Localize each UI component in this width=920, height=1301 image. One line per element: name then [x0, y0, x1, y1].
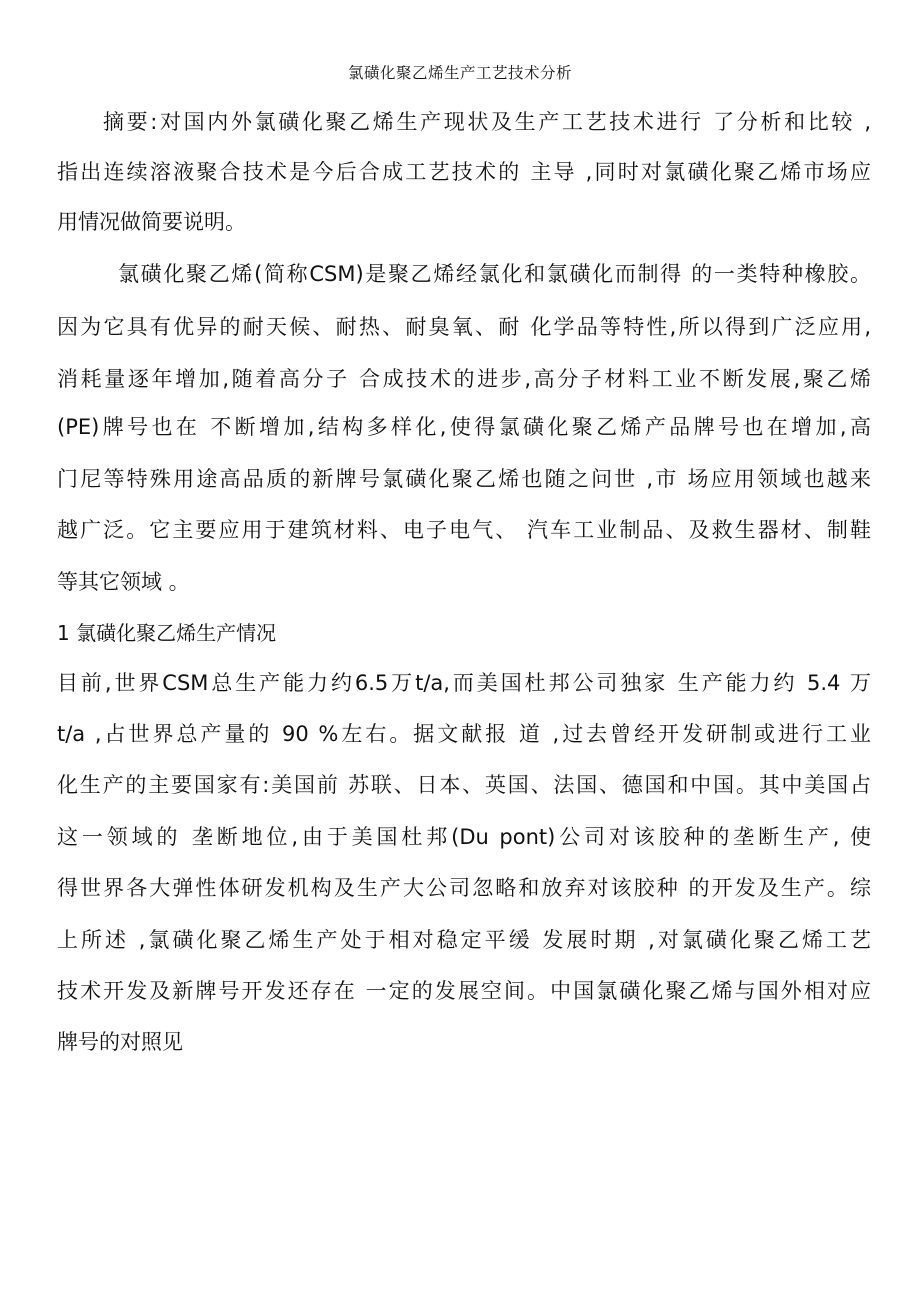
intro-line: 越广泛。它主要应用于建筑材料、电子电气、 汽车工业制品、及救生器材、制鞋 — [57, 518, 871, 542]
section-line: 上所述 ,氯磺化聚乙烯生产处于相对稳定平缓 发展时期 ,对氯磺化聚乙烯工艺 — [57, 928, 871, 952]
intro-line: 氯磺化聚乙烯(简称CSM)是聚乙烯经氯化和氯磺化而制得 的一类特种橡胶。 — [118, 262, 871, 286]
section-line: 化生产的主要国家有:美国前 苏联、日本、英国、法国、德国和中国。其中美国占 — [57, 773, 871, 797]
section-line: 得世界各大弹性体研发机构及生产大公司忽略和放弃对该胶种 的开发及生产。综 — [57, 876, 871, 900]
intro-line: (PE)牌号也在 不断增加,结构多样化,使得氯磺化聚乙烯产品牌号也在增加,高 — [57, 415, 871, 439]
document-title: 氯磺化聚乙烯生产工艺技术分析 — [347, 64, 572, 82]
abstract-line: 摘要:对国内外氯磺化聚乙烯生产现状及生产工艺技术进行 了分析和比较 , — [103, 110, 871, 134]
section-line: 牌号的对照见 — [57, 1030, 183, 1054]
intro-line: 消耗量逐年增加,随着高分子 合成技术的进步,高分子材料工业不断发展,聚乙烯 — [57, 367, 871, 391]
section-line: 目前,世界CSM总生产能力约6.5万t/a,而美国杜邦公司独家 生产能力约 5.4 万 — [57, 671, 871, 695]
abstract-line: 用情况做简要说明。 — [57, 210, 246, 234]
abstract-line: 指出连续溶液聚合技术是今后合成工艺技术的 主导 ,同时对氯磺化聚乙烯市场应 — [57, 160, 871, 184]
intro-line: 门尼等特殊用途高品质的新牌号氯磺化聚乙烯也随之问世 ,市 场应用领域也越来 — [57, 467, 871, 491]
section-line: t/a ,占世界总产量的 90 %左右。据文献报 道 ,过去曾经开发研制或进行工业 — [57, 722, 871, 746]
section-heading: 1 氯磺化聚乙烯生产情况 — [57, 621, 277, 645]
section-line: 这一领域的 垄断地位,由于美国杜邦(Du pont)公司对该胶种的垄断生产, 使 — [57, 825, 871, 849]
section-line: 技术开发及新牌号开发还存在 一定的发展空间。中国氯磺化聚乙烯与国外相对应 — [57, 979, 871, 1003]
intro-line: 因为它具有优异的耐天候、耐热、耐臭氧、耐 化学品等特性,所以得到广泛应用, — [57, 315, 871, 339]
intro-line: 等其它领域 。 — [57, 570, 190, 594]
